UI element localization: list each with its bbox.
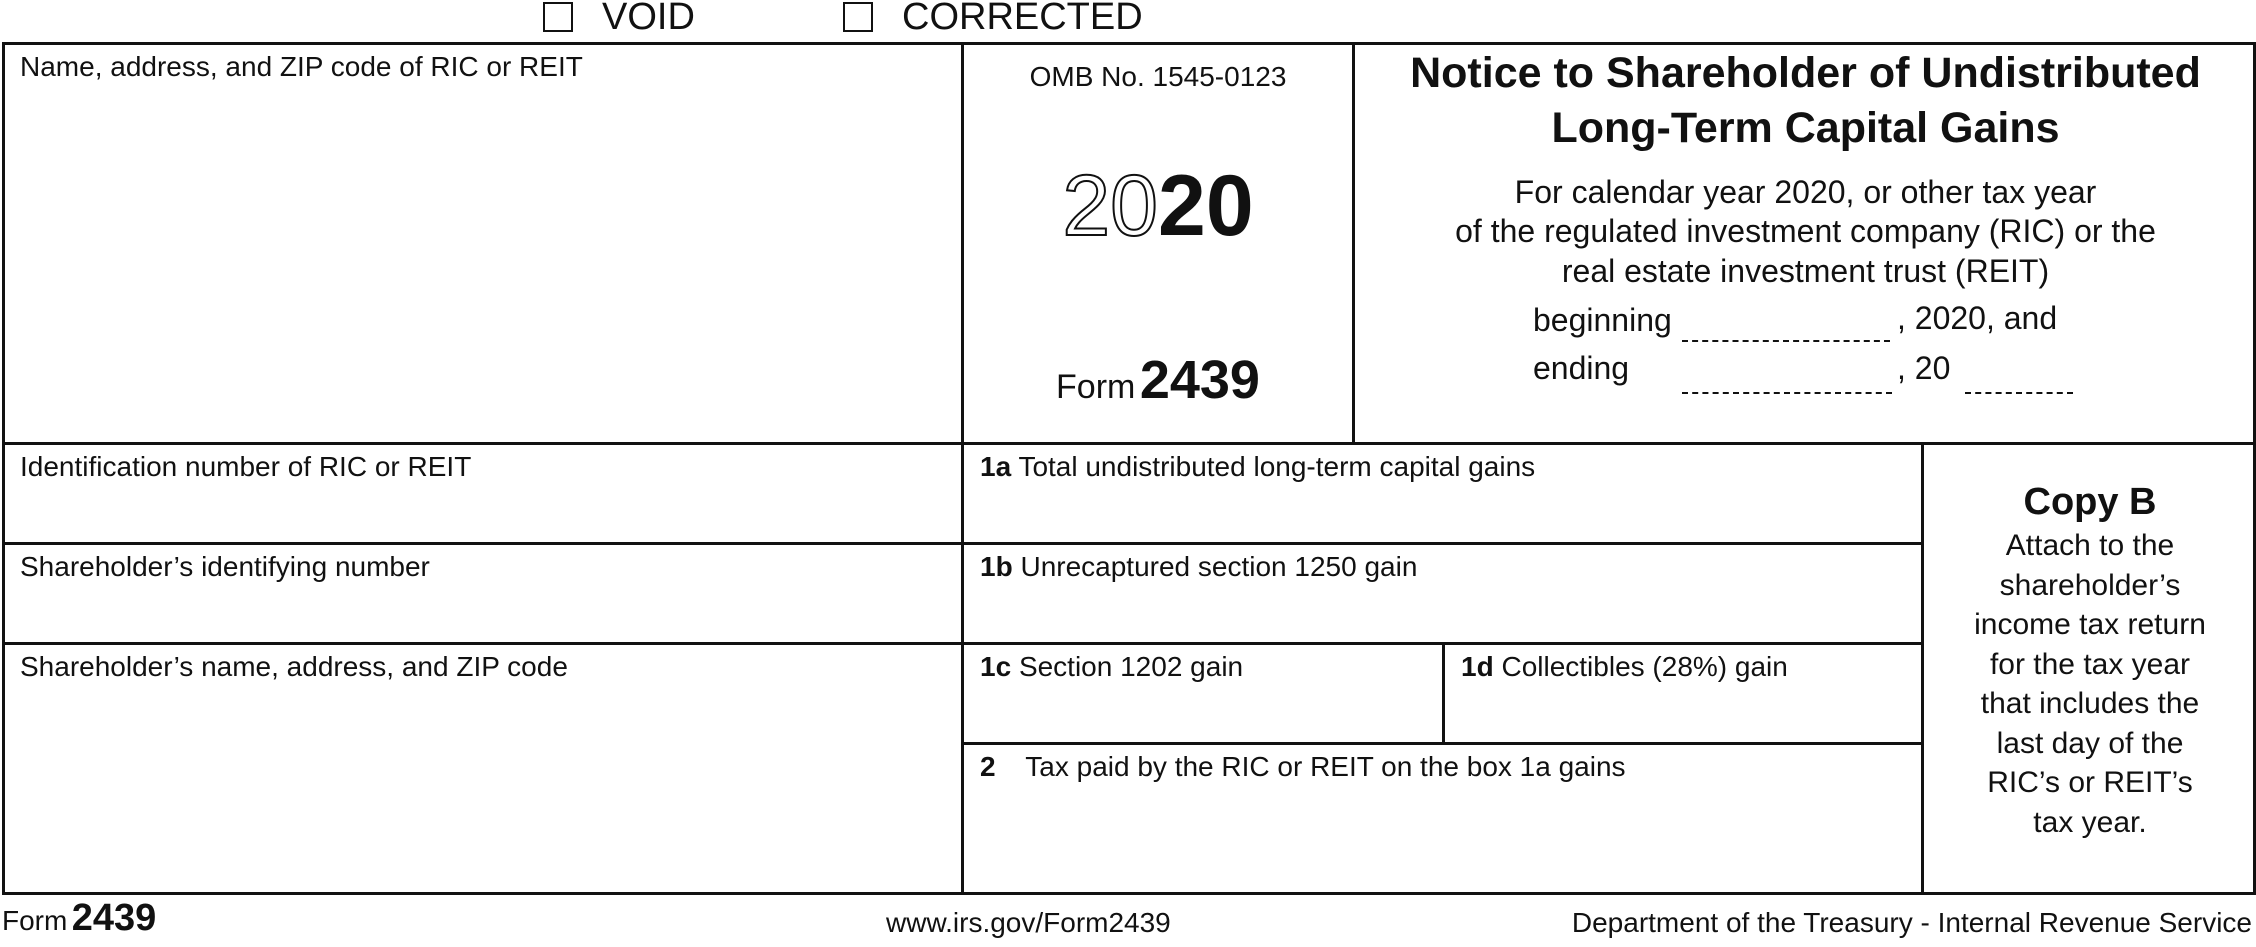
shareholder-id-label: Shareholder’s identifying number (20, 551, 430, 582)
copy-b-line: for the tax year (1989, 647, 2191, 681)
box-1a-number: 1a (980, 451, 1012, 482)
box-1d-label (1461, 650, 1788, 684)
form-word: Form (1056, 368, 1136, 406)
divider (2, 542, 1923, 545)
copy-b-line: that includes the (1980, 687, 2200, 720)
footer-form-number: 2439 (71, 897, 157, 939)
ending-year-field[interactable] (1965, 392, 2073, 394)
copy-b-line: Attach to the (2005, 529, 2175, 562)
box-1a-label (980, 450, 1535, 484)
ric-name-address-label: Name, address, and ZIP code of RIC or REIT (20, 51, 583, 82)
footer-form-id (2, 897, 156, 947)
form-number: 2439 (1139, 350, 1260, 410)
footer-form-word: Form (2, 905, 68, 936)
corrected-label: CORRECTED (902, 0, 1143, 38)
copy-b-line: RIC’s or REIT’s (1987, 766, 2193, 799)
box-1c-label (980, 650, 1243, 684)
divider (2, 642, 1923, 645)
title-desc-line3: real estate investment trust (REIT) (1561, 253, 2050, 289)
tax-year-outline: 20 (1062, 158, 1158, 254)
divider (2, 442, 2256, 445)
ending-date-field[interactable] (1682, 392, 1892, 394)
beginning-suffix: , 2020, and (1897, 300, 2058, 336)
copy-b-line: income tax return (1974, 608, 2206, 641)
box-1d-text: Collectibles (28%) gain (1501, 651, 1788, 682)
ric-id-label: Identification number of RIC or REIT (20, 451, 472, 482)
void-checkbox[interactable] (543, 2, 573, 32)
box-1c-number: 1c (980, 651, 1012, 682)
title-desc-line2: of the regulated investment company (RIC) or the (1455, 213, 2156, 249)
divider (1442, 642, 1445, 744)
ending-label: ending (1533, 350, 1630, 386)
beginning-label: beginning (1533, 302, 1672, 338)
copy-b-block (1924, 478, 2256, 842)
box-2-text: Tax paid by the RIC or REIT on the box 1a gains (1025, 751, 1626, 782)
copy-b-line: last day of the (1996, 726, 2184, 760)
box-1c-text: Section 1202 gain (1018, 651, 1244, 682)
tax-year-bold: 20 (1158, 158, 1254, 254)
copy-b-line: shareholder’s (1999, 568, 2181, 602)
box-1a-text: Total undistributed long-term capital gains (1018, 451, 1536, 482)
box-2-number: 2 (980, 751, 996, 782)
box-1b-text: Unrecaptured section 1250 gain (1020, 551, 1418, 582)
box-1b-label (980, 550, 1417, 584)
box-1d-number: 1d (1461, 651, 1494, 682)
footer-department: Department of the Treasury - Internal Revenue Service (1571, 907, 2252, 938)
form-title-line2: Long-Term Capital Gains (1551, 104, 2060, 152)
copy-b-line: tax year. (2033, 805, 2147, 839)
form-number-block (964, 352, 1352, 422)
footer-url: www.irs.gov/Form2439 (886, 907, 1171, 938)
ending-suffix: , 20 (1897, 350, 1951, 386)
copy-b-heading: Copy B (2023, 481, 2157, 523)
omb-number: OMB No. 1545-0123 (1029, 61, 1287, 92)
shareholder-name-address-label: Shareholder’s name, address, and ZIP code (20, 651, 568, 682)
box-2-label (980, 750, 1626, 784)
corrected-checkbox[interactable] (843, 2, 873, 32)
box-1b-number: 1b (980, 551, 1013, 582)
tax-year (964, 158, 1352, 254)
beginning-date-field[interactable] (1682, 340, 1890, 342)
title-desc-line1: For calendar year 2020, or other tax year (1514, 174, 2097, 210)
form-title-line1: Notice to Shareholder of Undistributed (1410, 49, 2201, 97)
void-label: VOID (602, 0, 695, 38)
